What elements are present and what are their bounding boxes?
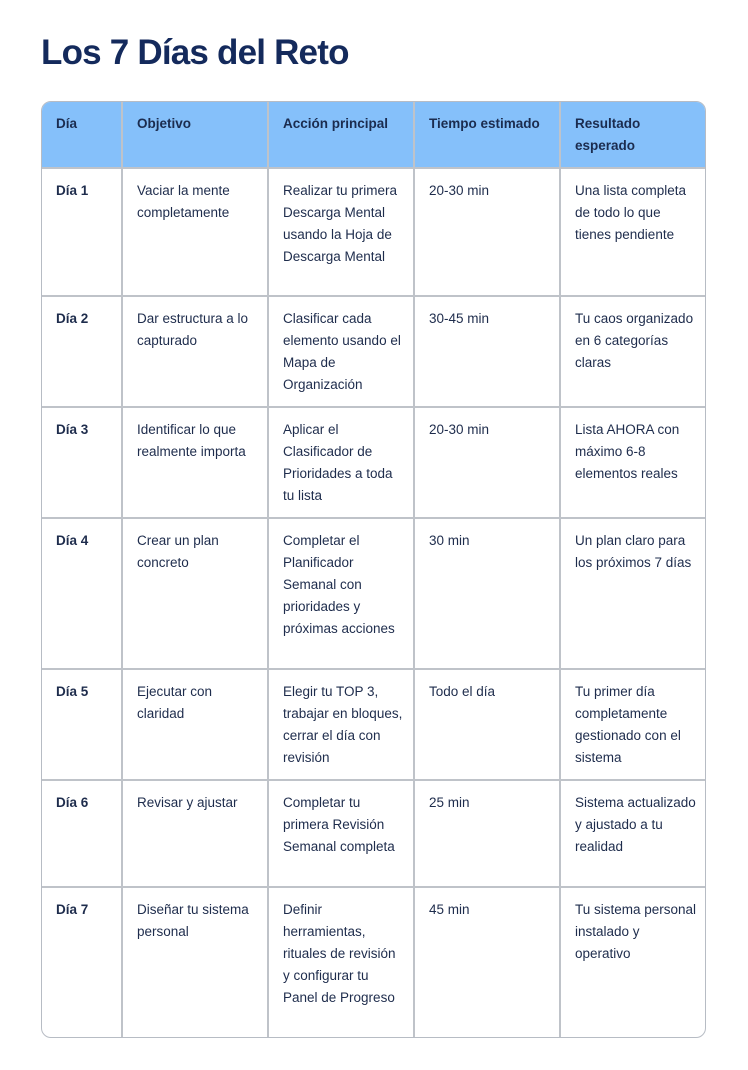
table-row xyxy=(42,887,705,1037)
cell-day: Día 5 xyxy=(42,669,122,780)
cell-objective: Vaciar la mente completamente xyxy=(122,168,268,296)
table-row xyxy=(42,407,705,518)
cell-objective: Identificar lo que realmente importa xyxy=(122,407,268,518)
header-time: Tiempo estimado xyxy=(414,102,560,168)
table-row xyxy=(42,518,705,669)
cell-day: Día 1 xyxy=(42,168,122,296)
cell-time: 20-30 min xyxy=(414,168,560,296)
table-row xyxy=(42,669,705,780)
table-row xyxy=(42,296,705,407)
cell-result: Lista AHORA con máximo 6-8 elementos reales xyxy=(560,407,705,518)
cell-action: Aplicar el Clasificador de Prioridades a toda tu lista xyxy=(268,407,414,518)
cell-day: Día 3 xyxy=(42,407,122,518)
table-row xyxy=(42,168,705,296)
header-objective: Objetivo xyxy=(122,102,268,168)
header-action: Acción principal xyxy=(268,102,414,168)
cell-day: Día 7 xyxy=(42,887,122,1037)
header-day: Día xyxy=(42,102,122,168)
cell-result: Tu caos organizado en 6 categorías claras xyxy=(560,296,705,407)
cell-action: Elegir tu TOP 3, trabajar en bloques, cerrar el día con revisión xyxy=(268,669,414,780)
challenge-table xyxy=(41,101,706,1038)
cell-objective: Revisar y ajustar xyxy=(122,780,268,887)
cell-action: Completar tu primera Revisión Semanal completa xyxy=(268,780,414,887)
cell-day: Día 2 xyxy=(42,296,122,407)
cell-day: Día 4 xyxy=(42,518,122,669)
header-result: Resultado esperado xyxy=(560,102,705,168)
cell-action: Completar el Planificador Semanal con prioridades y próximas acciones xyxy=(268,518,414,669)
cell-time: 25 min xyxy=(414,780,560,887)
cell-action: Definir herramientas, rituales de revisión y configurar tu Panel de Progreso xyxy=(268,887,414,1037)
cell-time: Todo el día xyxy=(414,669,560,780)
cell-objective: Crear un plan concreto xyxy=(122,518,268,669)
cell-action: Clasificar cada elemento usando el Mapa de Organización xyxy=(268,296,414,407)
cell-time: 30-45 min xyxy=(414,296,560,407)
page-title: Los 7 Días del Reto xyxy=(41,33,349,72)
cell-objective: Dar estructura a lo capturado xyxy=(122,296,268,407)
cell-result: Un plan claro para los próximos 7 días xyxy=(560,518,705,669)
cell-objective: Diseñar tu sistema personal xyxy=(122,887,268,1037)
table-row xyxy=(42,780,705,887)
cell-time: 30 min xyxy=(414,518,560,669)
cell-result: Tu sistema personal instalado y operativo xyxy=(575,902,697,961)
cell-action: Realizar tu primera Descarga Mental usando la Hoja de Descarga Mental xyxy=(268,168,414,296)
days-table xyxy=(42,102,705,1037)
cell-result: Sistema actualizado y ajustado a tu realidad xyxy=(560,780,705,887)
cell-objective: Ejecutar con claridad xyxy=(122,669,268,780)
cell-day: Día 6 xyxy=(42,780,122,887)
cell-result: Tu primer día completamente gestionado con el sistema xyxy=(560,669,705,780)
cell-result: Una lista completa de todo lo que tienes pendiente xyxy=(560,168,705,296)
table-header-row xyxy=(42,102,705,168)
cell-time: 20-30 min xyxy=(414,407,560,518)
cell-time: 45 min xyxy=(414,887,560,1037)
